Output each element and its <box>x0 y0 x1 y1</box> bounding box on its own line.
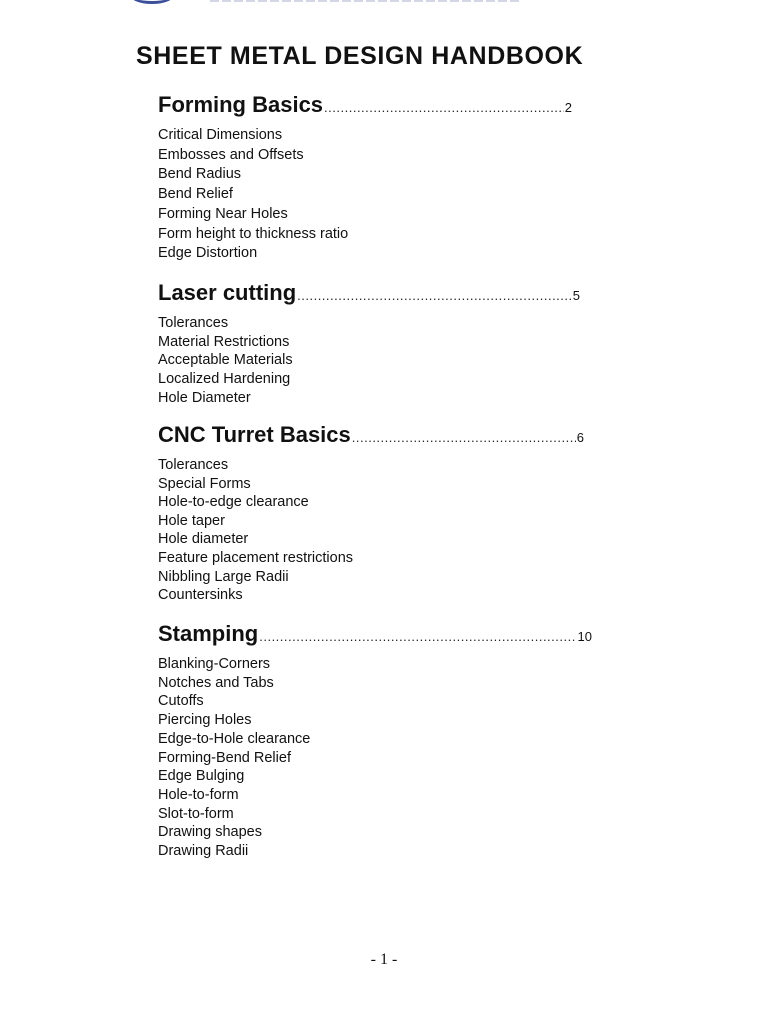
topic-item: Edge Bulging <box>158 768 245 785</box>
page-number: 6 <box>576 430 584 445</box>
topic-item: Edge-to-Hole clearance <box>158 730 311 747</box>
topic-item: Bend Relief <box>158 186 233 203</box>
topic-item: Piercing Holes <box>158 712 252 729</box>
toc-section-stamping <box>158 621 592 861</box>
page-footer: - 1 - <box>370 951 398 968</box>
topic-item: Nibbling Large Radii <box>158 568 289 585</box>
page-number: 5 <box>572 288 580 303</box>
dot-leader <box>297 288 572 303</box>
topic-item: Tolerances <box>158 457 229 473</box>
topic-item: Tolerances <box>158 315 229 331</box>
topic-item: Countersinks <box>158 587 243 604</box>
topic-item: Forming Near Holes <box>158 205 288 222</box>
page-number: 2 <box>564 100 572 115</box>
header-banner <box>130 0 550 6</box>
topic-list <box>158 456 584 605</box>
banner-text <box>210 0 520 2</box>
document-title: SHEET METAL DESIGN HANDBOOK <box>136 42 584 70</box>
section-title: Forming Basics <box>158 92 324 117</box>
toc-section-cnc-turret-basics <box>158 422 584 605</box>
topic-list <box>158 126 572 264</box>
topic-item: Acceptable Materials <box>158 352 293 369</box>
topic-item: Material Restrictions <box>158 333 290 350</box>
toc-section-laser-cutting <box>158 280 580 408</box>
section-title: Laser cutting <box>158 280 297 305</box>
topic-item: Drawing Radii <box>158 843 249 860</box>
topic-list <box>158 655 592 861</box>
logo-icon <box>130 0 174 4</box>
topic-item: Cutoffs <box>158 693 204 710</box>
section-title: CNC Turret Basics <box>158 422 351 447</box>
topic-item: Bend Radius <box>158 166 242 183</box>
toc-entry <box>158 621 592 651</box>
topic-item: Localized Hardening <box>158 371 291 388</box>
topic-item: Notches and Tabs <box>158 674 274 691</box>
topic-item: Blanking-Corners <box>158 656 271 672</box>
topic-item: Critical Dimensions <box>158 127 283 143</box>
topic-item: Special Forms <box>158 475 251 492</box>
dot-leader <box>352 430 576 445</box>
topic-item: Drawing shapes <box>158 824 262 841</box>
page-number: 10 <box>577 629 592 644</box>
topic-item: Feature placement restrictions <box>158 549 354 566</box>
topic-list <box>158 314 580 408</box>
section-title: Stamping <box>158 621 259 646</box>
topic-item: Slot-to-form <box>158 805 234 822</box>
dot-leader <box>259 629 576 644</box>
topic-item: Form height to thickness ratio <box>158 225 349 242</box>
topic-item: Forming-Bend Relief <box>158 749 291 766</box>
toc-entry <box>158 92 572 122</box>
toc-entry <box>158 422 584 452</box>
topic-item: Hole taper <box>158 512 225 529</box>
topic-item: Edge Distortion <box>158 245 258 262</box>
topic-item: Hole-to-edge clearance <box>158 494 309 511</box>
topic-item: Embosses and Offsets <box>158 146 304 163</box>
toc-entry <box>158 280 580 310</box>
topic-item: Hole Diameter <box>158 389 251 406</box>
toc-section-forming-basics <box>158 92 572 264</box>
topic-item: Hole-to-form <box>158 786 239 803</box>
dot-leader <box>324 100 564 115</box>
topic-item: Hole diameter <box>158 531 249 548</box>
